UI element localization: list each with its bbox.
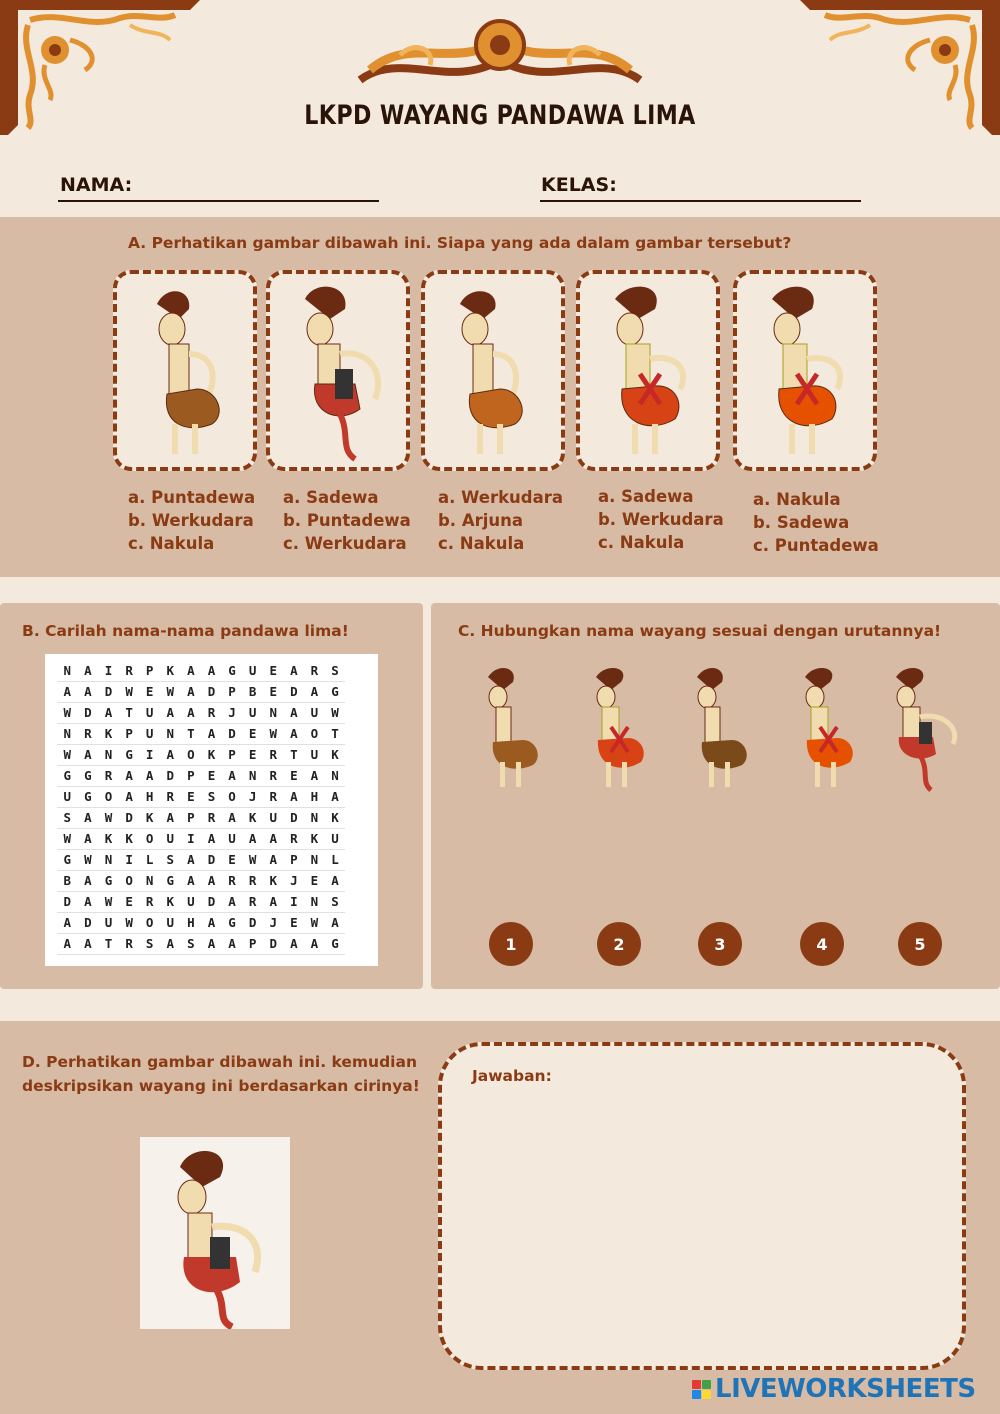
grid-cell[interactable]: U	[139, 723, 160, 744]
option-5b[interactable]: b. Sadewa	[753, 513, 850, 532]
grid-cell[interactable]: K	[325, 744, 346, 765]
grid-cell[interactable]: U	[139, 702, 160, 723]
grid-cell[interactable]: R	[263, 786, 284, 807]
grid-cell[interactable]: K	[304, 828, 325, 849]
grid-cell[interactable]: A	[284, 933, 305, 954]
option-5a[interactable]: a. Nakula	[753, 490, 841, 509]
grid-cell[interactable]: W	[263, 723, 284, 744]
grid-cell[interactable]: O	[98, 786, 119, 807]
grid-cell[interactable]: N	[139, 870, 160, 891]
grid-cell[interactable]: P	[222, 681, 243, 702]
grid-cell[interactable]: W	[325, 702, 346, 723]
word-search-table	[57, 660, 345, 955]
grid-row	[57, 786, 345, 807]
grid-cell[interactable]: A	[201, 912, 222, 933]
grid-cell[interactable]: D	[78, 702, 99, 723]
grid-cell[interactable]: A	[284, 723, 305, 744]
grid-cell[interactable]: R	[98, 765, 119, 786]
wayang-figure-icon	[737, 274, 873, 467]
wayang-figure-icon	[677, 662, 767, 797]
wayang-card-4	[576, 270, 720, 471]
grid-cell[interactable]: E	[304, 870, 325, 891]
grid-cell[interactable]: N	[325, 765, 346, 786]
grid-cell[interactable]: U	[263, 807, 284, 828]
grid-cell[interactable]: U	[160, 828, 181, 849]
wayang-figure-icon	[468, 662, 558, 797]
grid-cell[interactable]: A	[181, 702, 202, 723]
grid-cell[interactable]: A	[263, 828, 284, 849]
grid-cell[interactable]: K	[160, 891, 181, 912]
word-search-grid	[45, 654, 378, 966]
grid-cell[interactable]: A	[160, 744, 181, 765]
grid-row	[57, 744, 345, 765]
grid-cell[interactable]: S	[57, 807, 78, 828]
grid-cell[interactable]: A	[57, 681, 78, 702]
grid-row	[57, 723, 345, 744]
grid-cell[interactable]: W	[98, 891, 119, 912]
grid-cell[interactable]: P	[242, 933, 263, 954]
grid-cell[interactable]: P	[181, 807, 202, 828]
grid-cell[interactable]: A	[304, 933, 325, 954]
grid-cell[interactable]: N	[242, 765, 263, 786]
grid-cell[interactable]: W	[119, 681, 140, 702]
option-2a[interactable]: a. Sadewa	[283, 488, 379, 507]
grid-cell[interactable]: G	[160, 870, 181, 891]
grid-cell[interactable]: A	[325, 786, 346, 807]
grid-row	[57, 702, 345, 723]
grid-cell[interactable]: A	[78, 828, 99, 849]
option-2b[interactable]: b. Puntadewa	[283, 511, 411, 530]
grid-cell[interactable]: U	[57, 786, 78, 807]
grid-row	[57, 807, 345, 828]
grid-cell[interactable]: A	[78, 807, 99, 828]
grid-cell[interactable]: D	[242, 912, 263, 933]
grid-cell[interactable]: P	[181, 765, 202, 786]
grid-cell[interactable]: T	[284, 744, 305, 765]
grid-cell[interactable]: A	[57, 912, 78, 933]
grid-cell[interactable]: W	[98, 807, 119, 828]
grid-cell[interactable]: R	[160, 786, 181, 807]
grid-cell[interactable]: D	[119, 807, 140, 828]
grid-cell[interactable]: A	[222, 765, 243, 786]
grid-cell[interactable]: G	[98, 870, 119, 891]
liveworksheets-icon	[692, 1380, 711, 1399]
grid-cell[interactable]: J	[263, 912, 284, 933]
grid-row	[57, 660, 345, 681]
section-d-heading: D. Perhatikan gambar dibawah ini. kemudian deskripsikan wayang ini berdasarkan cirinya!	[22, 1053, 420, 1095]
grid-cell[interactable]: U	[325, 828, 346, 849]
wayang-figure-icon	[140, 1137, 290, 1329]
grid-cell[interactable]: D	[284, 681, 305, 702]
grid-cell[interactable]: E	[201, 765, 222, 786]
grid-cell[interactable]: R	[78, 723, 99, 744]
grid-cell[interactable]: G	[325, 933, 346, 954]
grid-cell[interactable]: T	[98, 933, 119, 954]
grid-cell[interactable]: R	[242, 891, 263, 912]
grid-cell[interactable]: D	[284, 807, 305, 828]
grid-cell[interactable]: O	[139, 912, 160, 933]
grid-cell[interactable]: W	[78, 849, 99, 870]
wayang-card-3	[421, 270, 565, 471]
grid-cell[interactable]: R	[201, 807, 222, 828]
name-field[interactable]	[58, 200, 379, 202]
grid-cell[interactable]: J	[222, 702, 243, 723]
grid-cell[interactable]: R	[119, 933, 140, 954]
grid-cell[interactable]: O	[139, 828, 160, 849]
grid-cell[interactable]: U	[304, 702, 325, 723]
grid-cell[interactable]: E	[119, 891, 140, 912]
grid-cell[interactable]: T	[325, 723, 346, 744]
answer-box[interactable]	[438, 1042, 966, 1370]
grid-cell[interactable]: E	[139, 681, 160, 702]
grid-cell[interactable]: K	[139, 807, 160, 828]
grid-row	[57, 870, 345, 891]
grid-row	[57, 828, 345, 849]
grid-row	[57, 891, 345, 912]
wayang-card-5	[733, 270, 877, 471]
grid-cell[interactable]: R	[284, 828, 305, 849]
grid-cell[interactable]: S	[201, 786, 222, 807]
grid-cell[interactable]: S	[325, 660, 346, 681]
question-1-options	[128, 486, 255, 555]
liveworksheets-logo	[692, 1374, 976, 1404]
grid-cell[interactable]: N	[57, 723, 78, 744]
option-2c[interactable]: c. Werkudara	[283, 534, 407, 553]
option-3b[interactable]: b. Arjuna	[438, 511, 524, 530]
grid-cell[interactable]: A	[78, 744, 99, 765]
grid-cell[interactable]: J	[284, 870, 305, 891]
grid-cell[interactable]: A	[78, 660, 99, 681]
wayang-figure-icon	[576, 662, 666, 797]
option-4a[interactable]: a. Sadewa	[598, 487, 694, 506]
grid-cell[interactable]: A	[304, 681, 325, 702]
grid-cell[interactable]: D	[201, 891, 222, 912]
grid-cell[interactable]: P	[284, 849, 305, 870]
grid-cell[interactable]: G	[222, 912, 243, 933]
grid-cell[interactable]: A	[78, 870, 99, 891]
grid-cell[interactable]: A	[78, 933, 99, 954]
order-number-1[interactable]: 1	[489, 922, 533, 966]
grid-cell[interactable]: N	[160, 723, 181, 744]
grid-cell[interactable]: D	[201, 849, 222, 870]
grid-cell[interactable]: U	[181, 891, 202, 912]
section-c-heading: C. Hubungkan nama wayang sesuai dengan urutannya!	[458, 622, 942, 640]
grid-cell[interactable]: A	[201, 870, 222, 891]
grid-cell[interactable]: A	[325, 912, 346, 933]
grid-cell[interactable]: G	[325, 681, 346, 702]
grid-cell[interactable]: N	[98, 849, 119, 870]
option-1b[interactable]: b. Werkudara	[128, 511, 254, 530]
grid-cell[interactable]: L	[139, 849, 160, 870]
grid-cell[interactable]: A	[222, 933, 243, 954]
grid-cell[interactable]: R	[201, 702, 222, 723]
grid-cell[interactable]: W	[304, 912, 325, 933]
option-1a[interactable]: a. Puntadewa	[128, 488, 256, 507]
grid-cell[interactable]: K	[242, 807, 263, 828]
grid-cell[interactable]: B	[57, 870, 78, 891]
grid-cell[interactable]: O	[119, 870, 140, 891]
grid-cell[interactable]: W	[119, 912, 140, 933]
grid-cell[interactable]: P	[119, 723, 140, 744]
grid-cell[interactable]: H	[304, 786, 325, 807]
answer-label: Jawaban:	[472, 1067, 552, 1085]
wayang-figure-icon	[270, 274, 406, 467]
grid-cell[interactable]: A	[78, 891, 99, 912]
grid-cell[interactable]: K	[201, 744, 222, 765]
wayang-figure-icon	[880, 662, 972, 797]
grid-cell[interactable]: W	[57, 702, 78, 723]
grid-cell[interactable]: E	[284, 912, 305, 933]
grid-cell[interactable]: E	[263, 681, 284, 702]
grid-cell[interactable]: A	[160, 807, 181, 828]
grid-cell[interactable]: W	[57, 744, 78, 765]
grid-cell[interactable]: A	[119, 786, 140, 807]
grid-cell[interactable]: H	[139, 786, 160, 807]
grid-cell[interactable]: A	[57, 933, 78, 954]
grid-cell[interactable]: W	[160, 681, 181, 702]
grid-cell[interactable]: I	[139, 744, 160, 765]
order-number-5[interactable]: 5	[898, 922, 942, 966]
grid-cell[interactable]: A	[160, 933, 181, 954]
grid-cell[interactable]: S	[160, 849, 181, 870]
grid-cell[interactable]: A	[263, 891, 284, 912]
grid-cell[interactable]: U	[242, 660, 263, 681]
grid-cell[interactable]: E	[284, 765, 305, 786]
grid-cell[interactable]: E	[242, 744, 263, 765]
grid-cell[interactable]: R	[222, 870, 243, 891]
grid-cell[interactable]: A	[139, 765, 160, 786]
grid-cell[interactable]: A	[181, 870, 202, 891]
grid-cell[interactable]: G	[78, 765, 99, 786]
order-number-4[interactable]: 4	[800, 922, 844, 966]
grid-cell[interactable]: E	[263, 660, 284, 681]
grid-cell[interactable]: D	[263, 933, 284, 954]
grid-cell[interactable]: U	[98, 912, 119, 933]
grid-row	[57, 933, 345, 954]
grid-cell[interactable]: O	[304, 723, 325, 744]
grid-cell[interactable]: J	[242, 786, 263, 807]
grid-cell[interactable]: A	[160, 702, 181, 723]
grid-cell[interactable]: A	[222, 807, 243, 828]
grid-cell[interactable]: D	[78, 912, 99, 933]
grid-cell[interactable]: D	[201, 681, 222, 702]
grid-cell[interactable]: A	[78, 681, 99, 702]
grid-cell[interactable]: U	[242, 702, 263, 723]
order-number-2[interactable]: 2	[597, 922, 641, 966]
grid-cell[interactable]: N	[304, 807, 325, 828]
grid-cell[interactable]: S	[325, 891, 346, 912]
wayang-figure-icon	[117, 274, 253, 467]
order-number-3[interactable]: 3	[698, 922, 742, 966]
grid-cell[interactable]: H	[181, 912, 202, 933]
grid-cell[interactable]: I	[181, 828, 202, 849]
grid-cell[interactable]: N	[263, 702, 284, 723]
grid-cell[interactable]: K	[325, 807, 346, 828]
grid-cell[interactable]: O	[222, 786, 243, 807]
grid-cell[interactable]: A	[242, 828, 263, 849]
grid-cell[interactable]: I	[284, 891, 305, 912]
class-label: KELAS:	[541, 174, 617, 196]
grid-row	[57, 765, 345, 786]
grid-cell[interactable]: E	[222, 849, 243, 870]
grid-cell[interactable]: A	[222, 891, 243, 912]
wayang-figure-icon	[425, 274, 561, 467]
option-1c[interactable]: c. Nakula	[128, 534, 215, 553]
option-5c[interactable]: c. Puntadewa	[753, 536, 879, 555]
grid-cell[interactable]: A	[181, 849, 202, 870]
grid-cell[interactable]: A	[201, 828, 222, 849]
grid-cell[interactable]: A	[325, 870, 346, 891]
grid-cell[interactable]: K	[160, 660, 181, 681]
option-3a[interactable]: a. Werkudara	[438, 488, 564, 507]
grid-cell[interactable]: N	[98, 744, 119, 765]
question-4-options	[598, 485, 724, 554]
grid-cell[interactable]: R	[139, 891, 160, 912]
grid-cell[interactable]: W	[57, 828, 78, 849]
grid-cell[interactable]: E	[181, 786, 202, 807]
grid-cell[interactable]: U	[160, 912, 181, 933]
grid-cell[interactable]: D	[98, 681, 119, 702]
question-5-options	[753, 488, 879, 557]
grid-cell[interactable]: I	[119, 849, 140, 870]
grid-cell[interactable]: N	[57, 660, 78, 681]
question-2-options	[283, 486, 411, 555]
grid-cell[interactable]: G	[57, 765, 78, 786]
section-b-heading: B. Carilah nama-nama pandawa lima!	[22, 622, 349, 640]
page-title: LKPD WAYANG PANDAWA LIMA	[304, 100, 696, 131]
grid-cell[interactable]: D	[160, 765, 181, 786]
section-a-heading: A. Perhatikan gambar dibawah ini. Siapa yang ada dalam gambar tersebut?	[128, 234, 792, 252]
option-4b[interactable]: b. Werkudara	[598, 510, 724, 529]
grid-cell[interactable]: A	[284, 660, 305, 681]
grid-cell[interactable]: G	[119, 744, 140, 765]
wayang-figure-icon	[580, 274, 716, 467]
grid-row	[57, 849, 345, 870]
brand-text: LIVEWORKSHEETS	[715, 1374, 976, 1404]
grid-cell[interactable]: R	[263, 744, 284, 765]
grid-cell[interactable]: D	[222, 723, 243, 744]
grid-cell[interactable]: I	[98, 660, 119, 681]
grid-cell[interactable]: U	[304, 744, 325, 765]
ornament-top-icon	[340, 10, 660, 98]
grid-cell[interactable]: A	[304, 765, 325, 786]
name-label: NAMA:	[60, 174, 133, 196]
grid-row	[57, 912, 345, 933]
wayang-card-1	[113, 270, 257, 471]
wayang-card-2	[266, 270, 410, 471]
grid-cell[interactable]: R	[242, 870, 263, 891]
grid-cell[interactable]: R	[304, 660, 325, 681]
grid-cell[interactable]: A	[263, 849, 284, 870]
wayang-figure-icon	[785, 662, 875, 797]
grid-cell[interactable]: O	[181, 744, 202, 765]
grid-cell[interactable]: K	[119, 828, 140, 849]
grid-cell[interactable]: A	[201, 723, 222, 744]
grid-cell[interactable]: S	[139, 933, 160, 954]
grid-cell[interactable]: G	[222, 660, 243, 681]
grid-cell[interactable]: A	[201, 933, 222, 954]
grid-cell[interactable]: E	[242, 723, 263, 744]
grid-cell[interactable]: A	[181, 660, 202, 681]
grid-cell[interactable]: R	[119, 660, 140, 681]
grid-cell[interactable]: B	[242, 681, 263, 702]
grid-cell[interactable]: N	[304, 891, 325, 912]
option-4c[interactable]: c. Nakula	[598, 533, 685, 552]
grid-cell[interactable]: A	[284, 702, 305, 723]
grid-cell[interactable]: A	[119, 765, 140, 786]
option-3c[interactable]: c. Nakula	[438, 534, 525, 553]
grid-cell[interactable]: A	[98, 702, 119, 723]
grid-cell[interactable]: N	[304, 849, 325, 870]
grid-cell[interactable]: L	[325, 849, 346, 870]
class-field[interactable]	[540, 200, 861, 202]
grid-cell[interactable]: P	[139, 660, 160, 681]
grid-cell[interactable]: W	[242, 849, 263, 870]
grid-cell[interactable]: U	[222, 828, 243, 849]
grid-cell[interactable]: A	[284, 786, 305, 807]
grid-cell[interactable]: K	[98, 723, 119, 744]
grid-row	[57, 681, 345, 702]
grid-cell[interactable]: K	[98, 828, 119, 849]
grid-cell[interactable]: S	[181, 933, 202, 954]
grid-cell[interactable]: K	[263, 870, 284, 891]
grid-cell[interactable]: P	[222, 744, 243, 765]
grid-cell[interactable]: T	[181, 723, 202, 744]
grid-cell[interactable]: D	[57, 891, 78, 912]
grid-cell[interactable]: G	[57, 849, 78, 870]
grid-cell[interactable]: R	[263, 765, 284, 786]
grid-cell[interactable]: T	[119, 702, 140, 723]
question-3-options	[438, 486, 563, 555]
grid-cell[interactable]: A	[181, 681, 202, 702]
grid-cell[interactable]: A	[201, 660, 222, 681]
wayang-description-image	[140, 1137, 290, 1329]
grid-cell[interactable]: G	[78, 786, 99, 807]
